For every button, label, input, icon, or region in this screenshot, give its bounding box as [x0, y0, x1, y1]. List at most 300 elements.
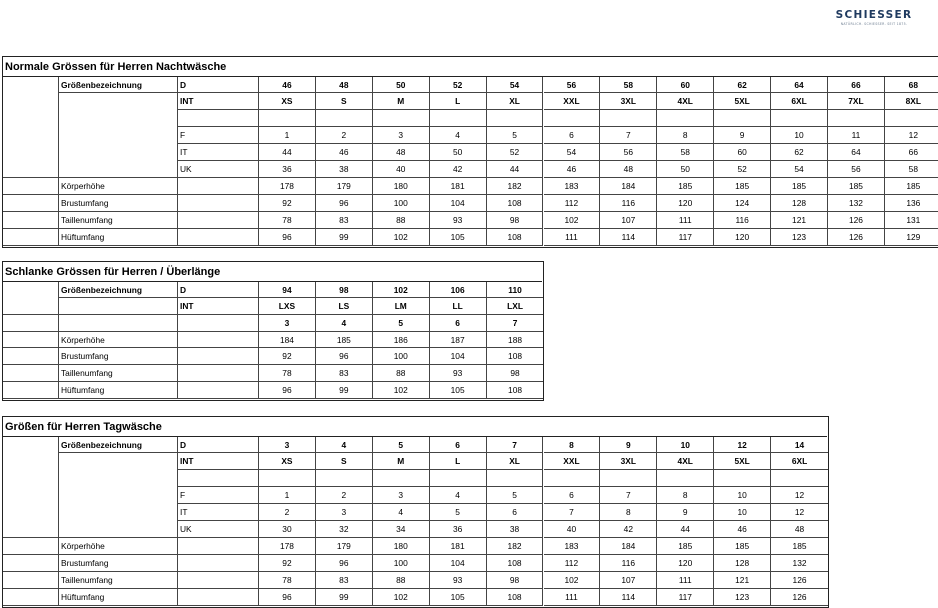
size-value-cell: 62	[714, 77, 771, 93]
table-row	[3, 572, 827, 589]
size-value-cell: 6XL	[771, 93, 828, 110]
size-value-cell: 114	[600, 589, 657, 606]
size-value-cell: 10	[771, 127, 828, 144]
system-key-cell	[178, 382, 259, 399]
size-value-cell: 30	[259, 521, 316, 538]
size-value-cell: 7	[487, 437, 544, 453]
size-value-cell: 50	[657, 161, 714, 178]
size-value-cell: 121	[771, 212, 828, 229]
size-value-cell	[373, 110, 430, 127]
row-spacer-cell	[3, 110, 59, 127]
row-label-cell: Brustumfang	[59, 348, 178, 365]
size-table-daywear	[2, 416, 829, 608]
table-row	[3, 555, 827, 572]
size-value-cell: 116	[600, 195, 657, 212]
table-title: Normale Grössen für Herren Nachtwäsche	[3, 57, 938, 77]
system-key-cell	[178, 195, 259, 212]
size-value-cell: 46	[544, 161, 601, 178]
row-spacer-cell	[3, 282, 59, 298]
table-row	[3, 229, 938, 246]
row-spacer-cell	[3, 589, 59, 606]
size-value-cell	[430, 110, 487, 127]
size-value-cell: 83	[316, 572, 373, 589]
size-value-cell: 178	[259, 538, 316, 555]
table-row	[3, 212, 938, 229]
table-row	[3, 453, 827, 470]
row-spacer-cell	[3, 487, 59, 504]
size-value-cell: 2	[259, 504, 316, 521]
size-value-cell: 116	[600, 555, 657, 572]
size-value-cell: 111	[544, 229, 601, 246]
size-value-cell: 126	[771, 572, 828, 589]
size-value-cell: 99	[316, 229, 373, 246]
row-spacer-cell	[3, 195, 59, 212]
row-label-cell	[59, 453, 178, 470]
size-value-cell: 108	[487, 382, 544, 399]
size-value-cell	[828, 110, 885, 127]
system-key-cell: UK	[178, 161, 259, 178]
row-spacer-cell	[3, 161, 59, 178]
size-value-cell	[714, 470, 771, 487]
size-value-cell: 185	[885, 178, 938, 195]
row-spacer-cell	[3, 437, 59, 453]
size-value-cell: LS	[316, 298, 373, 315]
system-key-cell	[178, 229, 259, 246]
row-label-cell	[59, 315, 178, 332]
size-value-cell: 5XL	[714, 93, 771, 110]
row-spacer-cell	[3, 470, 59, 487]
table-row	[3, 127, 938, 144]
size-value-cell: 38	[487, 521, 544, 538]
row-label-cell	[59, 487, 178, 504]
table-row	[3, 521, 827, 538]
row-label-cell	[59, 161, 178, 178]
table-row	[3, 282, 542, 298]
size-value-cell: L	[430, 453, 487, 470]
size-value-cell: 32	[316, 521, 373, 538]
size-value-cell: 104	[430, 348, 487, 365]
size-value-cell: 5	[430, 504, 487, 521]
size-value-cell: 98	[487, 365, 544, 382]
system-key-cell	[178, 538, 259, 555]
size-value-cell: 92	[259, 348, 316, 365]
size-value-cell: 54	[771, 161, 828, 178]
size-value-cell: 7	[600, 487, 657, 504]
table-row	[3, 538, 827, 555]
system-key-cell: INT	[178, 93, 259, 110]
size-value-cell: 183	[544, 538, 601, 555]
size-value-cell: 40	[544, 521, 601, 538]
table-row	[3, 589, 827, 606]
row-label-cell: Brustumfang	[59, 555, 178, 572]
table-row	[3, 195, 938, 212]
size-value-cell: 4	[373, 504, 430, 521]
size-value-cell: 92	[259, 195, 316, 212]
size-value-cell: 93	[430, 572, 487, 589]
size-value-cell: 117	[657, 589, 714, 606]
logo-wordmark: SCHIESSER	[835, 9, 913, 21]
size-value-cell: 5XL	[714, 453, 771, 470]
size-value-cell: 54	[487, 77, 544, 93]
size-value-cell: 102	[544, 572, 601, 589]
table-row	[3, 470, 827, 487]
size-value-cell: 110	[487, 282, 544, 298]
size-value-cell: 180	[373, 178, 430, 195]
system-key-cell	[178, 470, 259, 487]
size-value-cell: 98	[487, 572, 544, 589]
size-value-cell: 96	[316, 348, 373, 365]
size-value-cell: 180	[373, 538, 430, 555]
size-value-cell: 3XL	[600, 93, 657, 110]
size-table-nightwear	[2, 56, 938, 248]
row-spacer-cell	[3, 521, 59, 538]
row-label-cell	[59, 504, 178, 521]
size-value-cell: 126	[828, 229, 885, 246]
system-key-cell: D	[178, 77, 259, 93]
table-row	[3, 504, 827, 521]
size-value-cell: 78	[259, 572, 316, 589]
size-value-cell: 102	[373, 282, 430, 298]
system-key-cell	[178, 589, 259, 606]
size-value-cell: 187	[430, 332, 487, 348]
size-value-cell: 105	[430, 382, 487, 399]
size-value-cell	[487, 470, 544, 487]
size-value-cell: 98	[487, 212, 544, 229]
size-value-cell: 48	[600, 161, 657, 178]
size-value-cell: 102	[373, 589, 430, 606]
size-value-cell: 5	[487, 487, 544, 504]
size-value-cell: 56	[600, 144, 657, 161]
size-value-cell: 186	[373, 332, 430, 348]
size-value-cell: 58	[657, 144, 714, 161]
size-value-cell: 56	[544, 77, 601, 93]
size-value-cell: 60	[657, 77, 714, 93]
size-value-cell: 40	[373, 161, 430, 178]
size-value-cell: 185	[657, 178, 714, 195]
system-key-cell	[178, 110, 259, 127]
row-spacer-cell	[3, 77, 59, 93]
size-value-cell: 96	[316, 555, 373, 572]
size-value-cell: 64	[828, 144, 885, 161]
size-value-cell: 48	[373, 144, 430, 161]
size-value-cell: 5	[487, 127, 544, 144]
row-label-cell	[59, 298, 178, 315]
size-value-cell: 96	[316, 195, 373, 212]
size-value-cell: 123	[771, 229, 828, 246]
size-value-cell: 100	[373, 348, 430, 365]
system-key-cell	[178, 365, 259, 382]
system-key-cell: D	[178, 437, 259, 453]
size-value-cell: 48	[316, 77, 373, 93]
size-value-cell: 83	[316, 212, 373, 229]
size-value-cell: 185	[771, 178, 828, 195]
row-label-cell	[59, 93, 178, 110]
size-value-cell: 102	[373, 229, 430, 246]
size-value-cell: 7XL	[828, 93, 885, 110]
size-value-cell: 3	[373, 487, 430, 504]
row-label-cell: Größenbezeichnung	[59, 437, 178, 453]
size-value-cell: 112	[544, 195, 601, 212]
size-value-cell: 93	[430, 365, 487, 382]
size-value-cell: 179	[316, 178, 373, 195]
size-value-cell: 108	[487, 229, 544, 246]
size-value-cell: 116	[714, 212, 771, 229]
size-value-cell: 3	[316, 504, 373, 521]
size-value-cell: 185	[771, 538, 828, 555]
size-value-cell: 52	[487, 144, 544, 161]
table-row	[3, 365, 542, 382]
size-value-cell: 128	[714, 555, 771, 572]
size-value-cell: 88	[373, 365, 430, 382]
size-value-cell: 185	[828, 178, 885, 195]
size-value-cell: 3XL	[600, 453, 657, 470]
size-value-cell: 10	[714, 487, 771, 504]
size-value-cell	[259, 470, 316, 487]
row-spacer-cell	[3, 555, 59, 572]
size-value-cell: 78	[259, 212, 316, 229]
system-key-cell: UK	[178, 521, 259, 538]
size-value-cell: 44	[259, 144, 316, 161]
size-value-cell: 78	[259, 365, 316, 382]
size-value-cell	[657, 470, 714, 487]
row-spacer-cell	[3, 144, 59, 161]
size-value-cell: 5	[373, 437, 430, 453]
system-key-cell	[178, 555, 259, 572]
size-value-cell: 100	[373, 195, 430, 212]
table-row	[3, 161, 938, 178]
size-value-cell: 111	[657, 572, 714, 589]
row-label-cell: Taillenumfang	[59, 365, 178, 382]
system-key-cell: IT	[178, 144, 259, 161]
size-value-cell: 102	[544, 212, 601, 229]
size-value-cell: 183	[544, 178, 601, 195]
size-value-cell: 185	[657, 538, 714, 555]
size-value-cell: 126	[771, 589, 828, 606]
row-label-cell	[59, 470, 178, 487]
row-spacer-cell	[3, 365, 59, 382]
size-value-cell: 123	[714, 589, 771, 606]
size-value-cell: 62	[771, 144, 828, 161]
size-value-cell: 106	[430, 282, 487, 298]
size-value-cell: 54	[544, 144, 601, 161]
row-label-cell	[59, 144, 178, 161]
size-value-cell: 50	[430, 144, 487, 161]
row-label-cell: Brustumfang	[59, 195, 178, 212]
size-value-cell: 7	[487, 315, 544, 332]
size-value-cell: 3	[259, 315, 316, 332]
size-value-cell	[430, 470, 487, 487]
size-value-cell: L	[430, 93, 487, 110]
row-spacer-cell	[3, 212, 59, 229]
size-value-cell: 56	[828, 161, 885, 178]
system-key-cell: IT	[178, 504, 259, 521]
table-row	[3, 77, 938, 93]
size-value-cell: 12	[714, 437, 771, 453]
system-key-cell: F	[178, 487, 259, 504]
size-value-cell: 96	[259, 589, 316, 606]
size-value-cell: 8	[657, 127, 714, 144]
size-value-cell: 94	[259, 282, 316, 298]
size-value-cell: 1	[259, 487, 316, 504]
size-value-cell: 4XL	[657, 93, 714, 110]
size-value-cell: 52	[430, 77, 487, 93]
size-value-cell: 6	[487, 504, 544, 521]
size-value-cell: 11	[828, 127, 885, 144]
size-value-cell: 44	[657, 521, 714, 538]
size-value-cell: 179	[316, 538, 373, 555]
row-spacer-cell	[3, 504, 59, 521]
size-value-cell: 107	[600, 212, 657, 229]
size-value-cell: 68	[885, 77, 938, 93]
size-value-cell: 184	[259, 332, 316, 348]
size-value-cell: 3	[259, 437, 316, 453]
size-value-cell: 117	[657, 229, 714, 246]
size-value-cell: 4	[316, 437, 373, 453]
row-spacer-cell	[3, 538, 59, 555]
size-value-cell: 48	[771, 521, 828, 538]
size-value-cell: S	[316, 453, 373, 470]
row-spacer-cell	[3, 348, 59, 365]
system-key-cell: INT	[178, 298, 259, 315]
size-value-cell	[600, 110, 657, 127]
size-value-cell: 108	[487, 589, 544, 606]
size-value-cell: 8	[657, 487, 714, 504]
system-key-cell	[178, 332, 259, 348]
size-value-cell: 120	[657, 195, 714, 212]
size-value-cell: 12	[771, 504, 828, 521]
size-value-cell: 6	[430, 437, 487, 453]
size-value-cell: 96	[259, 382, 316, 399]
size-value-cell: XL	[487, 93, 544, 110]
size-value-cell: 99	[316, 589, 373, 606]
table-row	[3, 315, 542, 332]
size-value-cell: 3	[373, 127, 430, 144]
size-value-cell: 129	[885, 229, 938, 246]
table-row	[3, 178, 938, 195]
system-key-cell: F	[178, 127, 259, 144]
row-spacer-cell	[3, 178, 59, 195]
size-value-cell: 132	[771, 555, 828, 572]
logo-tagline: NATÜRLICH. SCHIESSER. SEIT 1875.	[840, 22, 908, 26]
size-value-cell: 46	[316, 144, 373, 161]
brand-logo	[834, 9, 914, 26]
size-value-cell: 7	[544, 504, 601, 521]
size-value-cell: 93	[430, 212, 487, 229]
size-value-cell: XS	[259, 453, 316, 470]
row-label-cell: Körperhöhe	[59, 332, 178, 348]
size-value-cell: 2	[316, 487, 373, 504]
size-value-cell: LM	[373, 298, 430, 315]
size-value-cell: 2	[316, 127, 373, 144]
system-key-cell: INT	[178, 453, 259, 470]
system-key-cell	[178, 315, 259, 332]
size-value-cell: M	[373, 453, 430, 470]
size-value-cell: XS	[259, 93, 316, 110]
size-value-cell: 111	[657, 212, 714, 229]
size-value-cell: 121	[714, 572, 771, 589]
size-value-cell: 132	[828, 195, 885, 212]
table-row	[3, 382, 542, 399]
table-row	[3, 110, 938, 127]
table-row	[3, 298, 542, 315]
size-value-cell: 4	[430, 127, 487, 144]
table-row	[3, 437, 827, 453]
size-value-cell: 120	[714, 229, 771, 246]
size-value-cell: 120	[657, 555, 714, 572]
size-value-cell: 42	[600, 521, 657, 538]
size-value-cell: 105	[430, 589, 487, 606]
size-value-cell: 100	[373, 555, 430, 572]
size-value-cell: 58	[600, 77, 657, 93]
row-spacer-cell	[3, 298, 59, 315]
size-value-cell: 46	[259, 77, 316, 93]
size-value-cell: 7	[600, 127, 657, 144]
row-label-cell: Taillenumfang	[59, 572, 178, 589]
size-value-cell	[259, 110, 316, 127]
size-value-cell: 44	[487, 161, 544, 178]
size-value-cell: 58	[885, 161, 938, 178]
row-label-cell: Größenbezeichnung	[59, 282, 178, 298]
row-spacer-cell	[3, 332, 59, 348]
size-value-cell: LXL	[487, 298, 544, 315]
size-table-slim-long	[2, 261, 544, 401]
size-value-cell: 38	[316, 161, 373, 178]
row-label-cell: Hüftumfang	[59, 229, 178, 246]
size-value-cell: 52	[714, 161, 771, 178]
size-value-cell: 6XL	[771, 453, 828, 470]
size-value-cell: 10	[657, 437, 714, 453]
size-value-cell: 1	[259, 127, 316, 144]
size-value-cell: 46	[714, 521, 771, 538]
size-value-cell: 36	[259, 161, 316, 178]
size-value-cell: 181	[430, 538, 487, 555]
size-value-cell: LXS	[259, 298, 316, 315]
size-value-cell: 12	[885, 127, 938, 144]
size-value-cell: 42	[430, 161, 487, 178]
size-value-cell: 112	[544, 555, 601, 572]
size-value-cell: 108	[487, 348, 544, 365]
size-value-cell: 96	[259, 229, 316, 246]
size-value-cell	[544, 110, 601, 127]
size-value-cell: 12	[771, 487, 828, 504]
row-spacer-cell	[3, 93, 59, 110]
size-value-cell: 34	[373, 521, 430, 538]
size-value-cell: 5	[373, 315, 430, 332]
size-value-cell: 128	[771, 195, 828, 212]
size-value-cell: 185	[316, 332, 373, 348]
system-key-cell	[178, 212, 259, 229]
table-title: Größen für Herren Tagwäsche	[3, 417, 827, 437]
size-value-cell: XL	[487, 453, 544, 470]
size-value-cell: M	[373, 93, 430, 110]
size-value-cell: 60	[714, 144, 771, 161]
size-value-cell: 4XL	[657, 453, 714, 470]
size-value-cell: 178	[259, 178, 316, 195]
size-value-cell: 8	[544, 437, 601, 453]
row-label-cell	[59, 521, 178, 538]
size-value-cell: 64	[771, 77, 828, 93]
row-spacer-cell	[3, 453, 59, 470]
row-spacer-cell	[3, 572, 59, 589]
size-value-cell	[771, 110, 828, 127]
size-value-cell: 108	[487, 195, 544, 212]
table-row	[3, 348, 542, 365]
size-value-cell: 6	[544, 127, 601, 144]
row-label-cell: Größenbezeichnung	[59, 77, 178, 93]
size-value-cell: 6	[544, 487, 601, 504]
size-value-cell: XXL	[544, 93, 601, 110]
size-value-cell	[885, 110, 938, 127]
